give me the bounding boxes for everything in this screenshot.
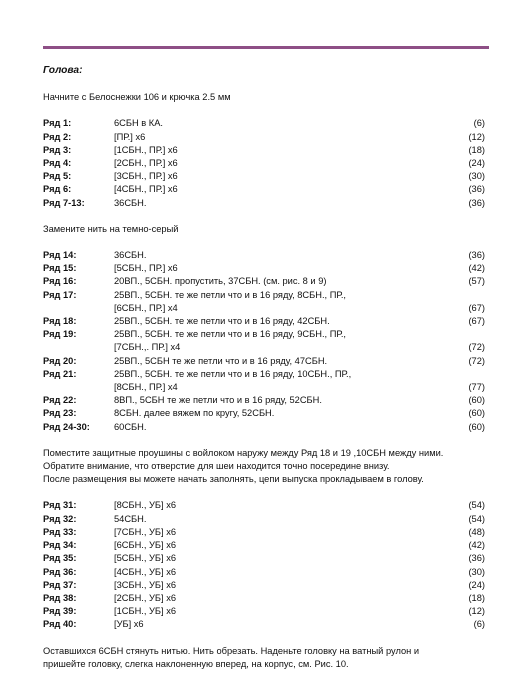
- row-label: Ряд 17:: [43, 289, 77, 300]
- note-line: После размещения вы можете начать заполнять, цепи выпуска прокладываем в голову.: [43, 474, 424, 485]
- row-instruction: [ПР.] x6: [114, 131, 146, 142]
- rows-block-head-start: [43, 117, 485, 209]
- row-stitch-count: (42): [468, 540, 485, 551]
- ending-line: пришейте головку, слегка наклоненную вперед, на корпус, см. Рис. 10.: [43, 658, 349, 669]
- row-instruction: 6СБН в КА.: [114, 118, 164, 129]
- row-label: Ряд 39:: [43, 606, 77, 617]
- pattern-row: [43, 144, 485, 157]
- row-instruction: [УБ] x6: [114, 619, 144, 630]
- row-instruction: [6СБН., ПР.] x4: [114, 302, 178, 313]
- pattern-row: [43, 341, 485, 354]
- row-instruction: [4СБН., ПР.] x6: [114, 184, 178, 195]
- pattern-row: [43, 592, 485, 605]
- pattern-row: [43, 302, 485, 315]
- row-instruction: [7СБН.,. ПР.] x4: [114, 342, 181, 353]
- row-stitch-count: (30): [468, 566, 485, 577]
- row-label: Ряд 5:: [43, 171, 72, 182]
- row-label: Ряд 6:: [43, 184, 72, 195]
- pattern-row: [43, 499, 485, 512]
- section-title: Голова:: [43, 65, 83, 76]
- row-stitch-count: (57): [468, 276, 485, 287]
- row-instruction: 25ВП., 5СБН те же петли что и в 16 ряду, 47СБН.: [114, 355, 328, 366]
- row-instruction: 8СБН. далее вяжем по кругу, 52СБН.: [114, 408, 275, 419]
- row-stitch-count: (60): [468, 421, 485, 432]
- row-label: Ряд 31:: [43, 500, 77, 511]
- row-instruction: [7СБН., УБ] x6: [114, 526, 177, 537]
- pattern-row: [43, 579, 485, 592]
- pattern-row: [43, 262, 485, 275]
- pattern-row: [43, 249, 485, 262]
- row-instruction: 8ВП., 5СБН те же петли что и в 16 ряду, 52СБН.: [114, 395, 322, 406]
- pattern-row: [43, 275, 485, 288]
- pattern-row: [43, 526, 485, 539]
- row-label: Ряд 24-30:: [43, 421, 90, 432]
- pattern-row: [43, 355, 485, 368]
- row-stitch-count: (60): [468, 408, 485, 419]
- pattern-row: [43, 131, 485, 144]
- row-stitch-count: (77): [468, 382, 485, 393]
- row-label: Ряд 37:: [43, 579, 77, 590]
- row-label: Ряд 2:: [43, 131, 72, 142]
- pattern-row: [43, 315, 485, 328]
- row-stitch-count: (6): [473, 619, 485, 630]
- row-instruction: 36СБН.: [114, 250, 147, 261]
- row-instruction: [4СБН., УБ] x6: [114, 566, 177, 577]
- row-instruction: [6СБН., УБ] x6: [114, 540, 177, 551]
- change-color-text: Замените нить на темно-серый: [43, 223, 179, 234]
- row-label: Ряд 3:: [43, 144, 72, 155]
- row-stitch-count: (36): [468, 250, 485, 261]
- document-body: [43, 64, 485, 671]
- note-line: Поместите защитные проушины с войлоком наружу между Ряд 18 и 19 ,10СБН между ними.: [43, 447, 444, 458]
- row-stitch-count: (6): [473, 118, 485, 129]
- intro-text: Начните с Белоснежки 106 и крючка 2.5 мм: [43, 92, 231, 103]
- ending-line: Оставшихся 6СБН стянуть нитью. Нить обрезать. Наденьте головку на ватный рулон и: [43, 645, 420, 656]
- pattern-row: [43, 407, 485, 420]
- row-stitch-count: (36): [468, 197, 485, 208]
- header-divider: [43, 46, 489, 49]
- row-label: Ряд 33:: [43, 526, 77, 537]
- row-label: Ряд 7-13:: [43, 197, 85, 208]
- row-label: Ряд 36:: [43, 566, 77, 577]
- row-label: Ряд 23:: [43, 408, 77, 419]
- rows-block-decrease: [43, 499, 485, 631]
- row-instruction: 20ВП., 5СБН. пропустить, 37СБН. (см. рис. 8 и 9): [114, 276, 327, 287]
- row-label: Ряд 34:: [43, 540, 77, 551]
- row-label: Ряд 20:: [43, 355, 77, 366]
- row-instruction: [8СБН., ПР.] x4: [114, 382, 178, 393]
- pattern-row: [43, 157, 485, 170]
- row-stitch-count: (24): [468, 158, 485, 169]
- row-label: Ряд 38:: [43, 592, 77, 603]
- row-stitch-count: (24): [468, 579, 485, 590]
- row-stitch-count: (67): [468, 316, 485, 327]
- row-stitch-count: (12): [468, 131, 485, 142]
- pattern-row: [43, 605, 485, 618]
- row-stitch-count: (12): [468, 606, 485, 617]
- row-label: Ряд 4:: [43, 158, 72, 169]
- row-stitch-count: (72): [468, 355, 485, 366]
- row-instruction: [3СБН., ПР.] x6: [114, 171, 178, 182]
- row-label: Ряд 16:: [43, 276, 77, 287]
- row-instruction: 25ВП., 5СБН. те же петли что и в 16 ряду, 10СБН., ПР.,: [114, 368, 352, 379]
- row-label: Ряд 22:: [43, 395, 77, 406]
- row-instruction: 36СБН.: [114, 197, 147, 208]
- pattern-row: [43, 552, 485, 565]
- row-stitch-count: (42): [468, 263, 485, 274]
- row-label: Ряд 18:: [43, 316, 77, 327]
- row-instruction: 25ВП., 5СБН. те же петли что и в 16 ряду, 9СБН., ПР.,: [114, 329, 346, 340]
- row-label: Ряд 35:: [43, 553, 77, 564]
- row-stitch-count: (36): [468, 553, 485, 564]
- pattern-row: [43, 328, 485, 341]
- row-stitch-count: (36): [468, 184, 485, 195]
- row-instruction: [1СБН., УБ] x6: [114, 606, 177, 617]
- row-instruction: [8СБН., УБ] x6: [114, 500, 177, 511]
- rows-block-gray: [43, 249, 485, 434]
- pattern-row: [43, 539, 485, 552]
- pattern-row: [43, 170, 485, 183]
- row-instruction: [5СБН., ПР.] x6: [114, 263, 178, 274]
- row-stitch-count: (54): [468, 513, 485, 524]
- row-label: Ряд 14:: [43, 250, 77, 261]
- row-stitch-count: (54): [468, 500, 485, 511]
- pattern-row: [43, 394, 485, 407]
- row-stitch-count: (72): [468, 342, 485, 353]
- row-label: Ряд 1:: [43, 118, 72, 129]
- pattern-row: [43, 421, 485, 434]
- row-label: Ряд 21:: [43, 368, 77, 379]
- row-label: Ряд 40:: [43, 619, 77, 630]
- row-label: Ряд 32:: [43, 513, 77, 524]
- row-stitch-count: (18): [468, 592, 485, 603]
- row-stitch-count: (67): [468, 302, 485, 313]
- row-stitch-count: (18): [468, 144, 485, 155]
- row-instruction: [2СБН., УБ] x6: [114, 592, 177, 603]
- row-instruction: [5СБН., УБ] x6: [114, 553, 177, 564]
- row-instruction: [3СБН., УБ] x6: [114, 579, 177, 590]
- pattern-row: [43, 117, 485, 130]
- pattern-row: [43, 618, 485, 631]
- row-instruction: 60СБН.: [114, 421, 147, 432]
- pattern-row: [43, 183, 485, 196]
- pattern-row: [43, 289, 485, 302]
- row-label: Ряд 19:: [43, 329, 77, 340]
- pattern-row: [43, 368, 485, 381]
- row-instruction: 25ВП., 5СБН. те же петли что и в 16 ряду, 8СБН., ПР.,: [114, 289, 346, 300]
- row-instruction: 54СБН.: [114, 513, 147, 524]
- pattern-row: [43, 513, 485, 526]
- row-stitch-count: (48): [468, 526, 485, 537]
- pattern-row: [43, 381, 485, 394]
- pattern-row: [43, 566, 485, 579]
- row-instruction: [1СБН., ПР.] x6: [114, 144, 178, 155]
- finishing-instructions: [43, 645, 485, 671]
- row-stitch-count: (60): [468, 395, 485, 406]
- row-instruction: [2СБН., ПР.] x6: [114, 158, 178, 169]
- row-instruction: 25ВП., 5СБН. те же петли что и в 16 ряду, 42СБН.: [114, 316, 330, 327]
- row-label: Ряд 15:: [43, 263, 77, 274]
- row-stitch-count: (30): [468, 171, 485, 182]
- safety-eyes-note: [43, 447, 485, 487]
- pattern-row: [43, 197, 485, 210]
- note-line: Обратите внимание, что отверстие для шеи находится точно посередине внизу.: [43, 461, 390, 472]
